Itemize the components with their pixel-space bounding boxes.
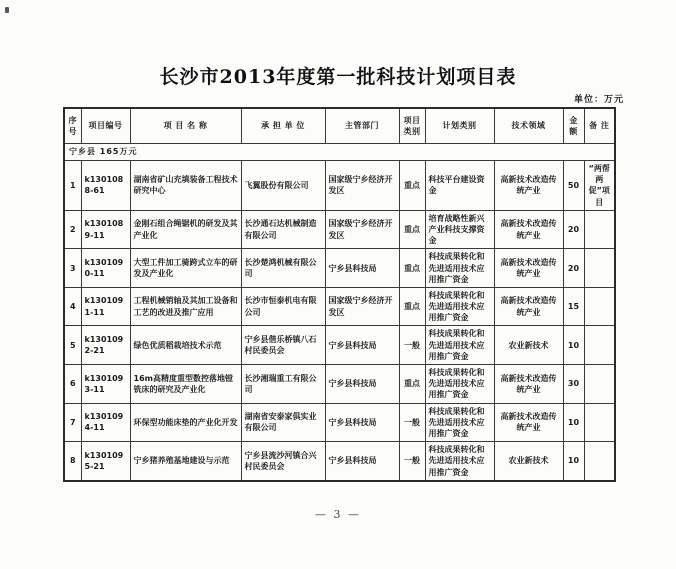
- scan-artifact-speck: [5, 7, 9, 13]
- department-cell: 宁乡县科技局: [325, 365, 399, 404]
- department-cell: 国家级宁乡经济开发区: [325, 287, 399, 326]
- plan-category-cell: 科技成果转化和先进适用技术应用推广资金: [425, 287, 494, 326]
- column-header: 项目类别: [399, 108, 425, 144]
- serial-cell: 1: [64, 161, 81, 211]
- serial-cell: 6: [64, 365, 81, 404]
- project-code-cell: k1301088-61: [81, 161, 130, 211]
- department-cell: 宁乡县科技局: [325, 326, 399, 365]
- plan-category-cell: 科技成果转化和先进适用技术应用推广资金: [425, 442, 494, 481]
- table-body: [64, 144, 615, 481]
- project-code-cell: k1301094-11: [81, 403, 130, 442]
- amount-cell: 20: [563, 210, 584, 249]
- serial-cell: 2: [64, 210, 81, 249]
- amount-cell: 20: [563, 249, 584, 288]
- tech-field-cell: 农业新技术: [494, 326, 563, 365]
- table-header-row: [64, 108, 615, 144]
- unit-note: 单位：万元: [573, 95, 624, 105]
- department-cell: 宁乡县科技局: [325, 249, 399, 288]
- tech-field-cell: 高新技术改造传统产业: [494, 210, 563, 249]
- remark-cell: [584, 365, 615, 404]
- plan-category-cell: 科技平台建设资金: [425, 161, 494, 211]
- remark-cell: [584, 287, 615, 326]
- column-header: 项目编号: [81, 108, 130, 144]
- project-type-cell: 一般: [399, 326, 425, 365]
- serial-cell: 8: [64, 442, 81, 481]
- column-header: 序号: [64, 108, 81, 144]
- plan-category-cell: 科技成果转化和先进适用技术应用推广资金: [425, 249, 494, 288]
- column-header: 项 目 名 称: [130, 108, 241, 144]
- column-header: 主管部门: [325, 108, 399, 144]
- undertaking-unit-cell: 湖南省安泰家俱实业有限公司: [241, 403, 325, 442]
- project-name-cell: 金刚石组合绳锯机的研发及其产业化: [130, 210, 241, 249]
- serial-cell: 4: [64, 287, 81, 326]
- amount-cell: 15: [563, 287, 584, 326]
- table-row: [64, 365, 615, 404]
- project-name-cell: 大型工件加工骑跨式立车的研发及产业化: [130, 249, 241, 288]
- project-table: [63, 107, 616, 482]
- page-number: — 3 —: [315, 508, 361, 521]
- tech-field-cell: 高新技术改造传统产业: [494, 365, 563, 404]
- table-row: [64, 442, 615, 481]
- column-header: 技术领域: [494, 108, 563, 144]
- remark-cell: [584, 210, 615, 249]
- project-name-cell: 宁乡猪养殖基地建设与示范: [130, 442, 241, 481]
- serial-cell: 5: [64, 326, 81, 365]
- remark-cell: “两帮两促”项目: [584, 161, 615, 211]
- plan-category-cell: 科技成果转化和先进适用技术应用推广资金: [425, 365, 494, 404]
- department-cell: 宁乡县科技局: [325, 403, 399, 442]
- tech-field-cell: 农业新技术: [494, 442, 563, 481]
- column-header: 承 担 单 位: [241, 108, 325, 144]
- plan-category-cell: 科技成果转化和先进适用技术应用推广资金: [425, 326, 494, 365]
- column-header: 金额: [563, 108, 584, 144]
- document-title: 长沙市2013年度第一批科技计划项目表: [159, 66, 517, 88]
- project-name-cell: 湖南省矿山充填装备工程技术研究中心: [130, 161, 241, 211]
- section-row: [64, 144, 615, 161]
- tech-field-cell: 高新技术改造传统产业: [494, 161, 563, 211]
- tech-field-cell: 高新技术改造传统产业: [494, 287, 563, 326]
- undertaking-unit-cell: 长沙通石达机械制造有限公司: [241, 210, 325, 249]
- project-code-cell: k1301089-11: [81, 210, 130, 249]
- column-header: 备 注: [584, 108, 615, 144]
- serial-cell: 3: [64, 249, 81, 288]
- project-name-cell: 环保型功能床垫的产业化开发: [130, 403, 241, 442]
- project-name-cell: 工程机械销轴及其加工设备和工艺的改进及推广应用: [130, 287, 241, 326]
- section-label: 宁乡县 165万元: [64, 144, 615, 161]
- project-name-cell: 16m高精度重型数控落地镗铣床的研究及产业化: [130, 365, 241, 404]
- undertaking-unit-cell: 长沙市恒泰机电有限公司: [241, 287, 325, 326]
- project-code-cell: k1301090-11: [81, 249, 130, 288]
- project-type-cell: 重点: [399, 161, 425, 211]
- project-type-cell: 重点: [399, 287, 425, 326]
- amount-cell: 10: [563, 403, 584, 442]
- column-header: 计划类别: [425, 108, 494, 144]
- department-cell: 宁乡县科技局: [325, 442, 399, 481]
- amount-cell: 10: [563, 326, 584, 365]
- project-code-cell: k1301092-21: [81, 326, 130, 365]
- undertaking-unit-cell: 飞翼股份有限公司: [241, 161, 325, 211]
- department-cell: 国家级宁乡经济开发区: [325, 210, 399, 249]
- undertaking-unit-cell: 长沙楚鸿机械有限公司: [241, 249, 325, 288]
- plan-category-cell: 培育战略性新兴产业科技支撑资金: [425, 210, 494, 249]
- undertaking-unit-cell: 宁乡县流沙河镇合兴村民委员会: [241, 442, 325, 481]
- table-row: [64, 249, 615, 288]
- table-row: [64, 326, 615, 365]
- project-type-cell: 重点: [399, 249, 425, 288]
- undertaking-unit-cell: 长沙湘瑞重工有限公司: [241, 365, 325, 404]
- project-code-cell: k1301093-11: [81, 365, 130, 404]
- remark-cell: [584, 403, 615, 442]
- remark-cell: [584, 442, 615, 481]
- project-type-cell: 重点: [399, 365, 425, 404]
- remark-cell: [584, 249, 615, 288]
- project-name-cell: 绿色优质稻栽培技术示范: [130, 326, 241, 365]
- table-row: [64, 161, 615, 211]
- tech-field-cell: 高新技术改造传统产业: [494, 249, 563, 288]
- table-row: [64, 210, 615, 249]
- plan-category-cell: 科技成果转化和先进适用技术应用推广资金: [425, 403, 494, 442]
- amount-cell: 30: [563, 365, 584, 404]
- project-type-cell: 一般: [399, 442, 425, 481]
- project-type-cell: 重点: [399, 210, 425, 249]
- amount-cell: 10: [563, 442, 584, 481]
- department-cell: 国家级宁乡经济开发区: [325, 161, 399, 211]
- tech-field-cell: 高新技术改造传统产业: [494, 403, 563, 442]
- project-code-cell: k1301091-11: [81, 287, 130, 326]
- remark-cell: [584, 326, 615, 365]
- serial-cell: 7: [64, 403, 81, 442]
- project-type-cell: 一般: [399, 403, 425, 442]
- table-row: [64, 287, 615, 326]
- project-code-cell: k1301095-21: [81, 442, 130, 481]
- table-row: [64, 403, 615, 442]
- amount-cell: 50: [563, 161, 584, 211]
- undertaking-unit-cell: 宁乡县偕乐桥镇八石村民委员会: [241, 326, 325, 365]
